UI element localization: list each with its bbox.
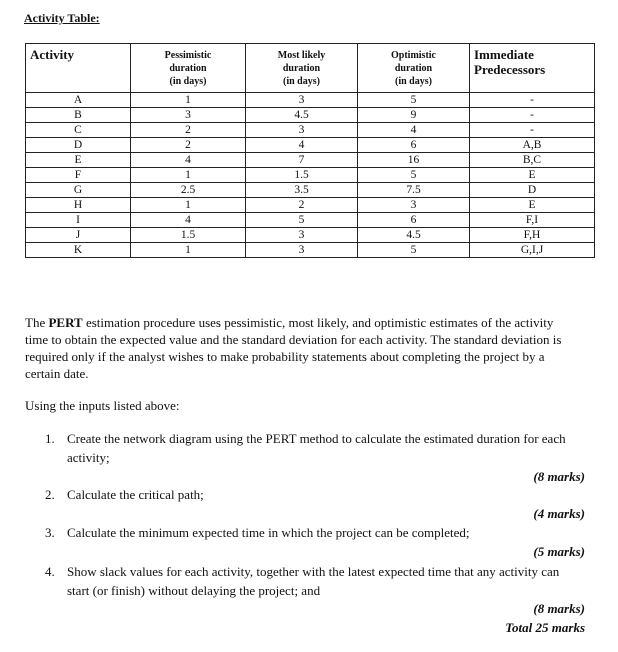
cell-optimistic: 16: [358, 153, 470, 168]
question-3-marks: (5 marks): [533, 544, 585, 559]
question-text: Create the network diagram using the PERT method to calculate the estimated duration for each activity;: [67, 431, 566, 465]
table-header-row: [26, 44, 595, 93]
pert-bold: PERT: [48, 315, 83, 330]
pert-prefix: The: [25, 315, 49, 330]
question-number: 3.: [45, 525, 55, 540]
cell-predecessors: D: [470, 183, 595, 198]
cell-activity: D: [26, 138, 131, 153]
table-row: [26, 183, 595, 198]
cell-activity: H: [26, 198, 131, 213]
header-most-likely-line: (in days): [283, 75, 320, 87]
cell-optimistic: 5: [358, 243, 470, 258]
header-optimistic-line: duration: [394, 62, 433, 74]
cell-most-likely: 2: [246, 198, 358, 213]
cell-pessimistic: 1.5: [131, 228, 246, 243]
cell-most-likely: 7: [246, 153, 358, 168]
cell-pessimistic: 2: [131, 123, 246, 138]
table-row: [26, 108, 595, 123]
header-most-likely: [246, 44, 358, 93]
activity-table: [25, 43, 595, 258]
pert-description: [25, 314, 575, 382]
cell-predecessors: -: [470, 108, 595, 123]
cell-activity: I: [26, 213, 131, 228]
cell-pessimistic: 1: [131, 168, 246, 183]
total-marks: Total 25 marks: [505, 620, 585, 635]
cell-predecessors: B,C: [470, 153, 595, 168]
cell-predecessors: -: [470, 93, 595, 108]
header-optimistic-line: (in days): [395, 75, 432, 87]
cell-optimistic: 7.5: [358, 183, 470, 198]
header-predecessors-line: Predecessors: [474, 62, 546, 77]
cell-optimistic: 3: [358, 198, 470, 213]
cell-activity: E: [26, 153, 131, 168]
cell-predecessors: -: [470, 123, 595, 138]
header-pessimistic-line: duration: [169, 62, 207, 74]
cell-optimistic: 9: [358, 108, 470, 123]
cell-activity: A: [26, 93, 131, 108]
question-text: Show slack values for each activity, together with the latest expected time that any activity can start (or finish) without delaying the project; and: [67, 564, 560, 598]
cell-predecessors: F,H: [470, 228, 595, 243]
cell-activity: C: [26, 123, 131, 138]
cell-activity: B: [26, 108, 131, 123]
cell-most-likely: 4.5: [246, 108, 358, 123]
cell-pessimistic: 1: [131, 243, 246, 258]
cell-predecessors: F,I: [470, 213, 595, 228]
cell-optimistic: 6: [358, 213, 470, 228]
question-text: Calculate the minimum expected time in which the project can be completed;: [67, 525, 470, 540]
cell-most-likely: 3: [246, 228, 358, 243]
question-1-marks: (8 marks): [533, 469, 585, 484]
cell-predecessors: G,I,J: [470, 243, 595, 258]
table-row: [26, 123, 595, 138]
cell-pessimistic: 3: [131, 108, 246, 123]
question-number: 4.: [45, 564, 55, 579]
header-most-likely-line: duration: [282, 62, 321, 74]
cell-predecessors: E: [470, 168, 595, 183]
activity-table-heading: Activity Table:: [24, 11, 100, 25]
table-row: [26, 228, 595, 243]
cell-optimistic: 6: [358, 138, 470, 153]
question-number: 1.: [45, 431, 55, 446]
cell-activity: J: [26, 228, 131, 243]
pert-rest: estimation procedure uses pessimistic, most likely, and optimistic estimates of the activity time to obtain the expected value and the standard deviation for each activity. The standard deviation is required only if the analyst wishes to make probability statements about completing the project by a certain date.: [25, 315, 562, 381]
intro-text: Using the inputs listed above:: [25, 398, 180, 413]
header-pessimistic-line: Pessimistic: [164, 49, 212, 61]
table-row: [26, 168, 595, 183]
cell-most-likely: 3: [246, 93, 358, 108]
cell-optimistic: 4: [358, 123, 470, 138]
cell-predecessors: E: [470, 198, 595, 213]
cell-activity: G: [26, 183, 131, 198]
cell-pessimistic: 4: [131, 153, 246, 168]
cell-pessimistic: 2.5: [131, 183, 246, 198]
table-row: [26, 243, 595, 258]
question-4-marks: (8 marks): [533, 601, 585, 616]
table-row: [26, 153, 595, 168]
header-most-likely-line: Most likely: [277, 49, 326, 61]
cell-pessimistic: 2: [131, 138, 246, 153]
cell-predecessors: A,B: [470, 138, 595, 153]
cell-pessimistic: 4: [131, 213, 246, 228]
cell-most-likely: 3: [246, 123, 358, 138]
cell-optimistic: 5: [358, 93, 470, 108]
header-predecessors: [470, 44, 595, 93]
question-text: Calculate the critical path;: [67, 487, 204, 502]
cell-activity: F: [26, 168, 131, 183]
cell-most-likely: 3: [246, 243, 358, 258]
cell-optimistic: 4.5: [358, 228, 470, 243]
header-pessimistic-line: (in days): [169, 75, 207, 87]
cell-most-likely: 4: [246, 138, 358, 153]
header-optimistic-line: Optimistic: [391, 49, 436, 61]
cell-activity: K: [26, 243, 131, 258]
cell-most-likely: 3.5: [246, 183, 358, 198]
header-pessimistic: [131, 44, 246, 93]
table-row: [26, 198, 595, 213]
cell-most-likely: 1.5: [246, 168, 358, 183]
cell-optimistic: 5: [358, 168, 470, 183]
header-optimistic: [358, 44, 470, 93]
cell-most-likely: 5: [246, 213, 358, 228]
question-number: 2.: [45, 487, 55, 502]
header-predecessors-line: Immediate: [474, 47, 534, 62]
cell-pessimistic: 1: [131, 198, 246, 213]
table-row: [26, 93, 595, 108]
header-activity: Activity: [26, 44, 131, 93]
table-row: [26, 138, 595, 153]
table-row: [26, 213, 595, 228]
question-2-marks: (4 marks): [533, 506, 585, 521]
cell-pessimistic: 1: [131, 93, 246, 108]
